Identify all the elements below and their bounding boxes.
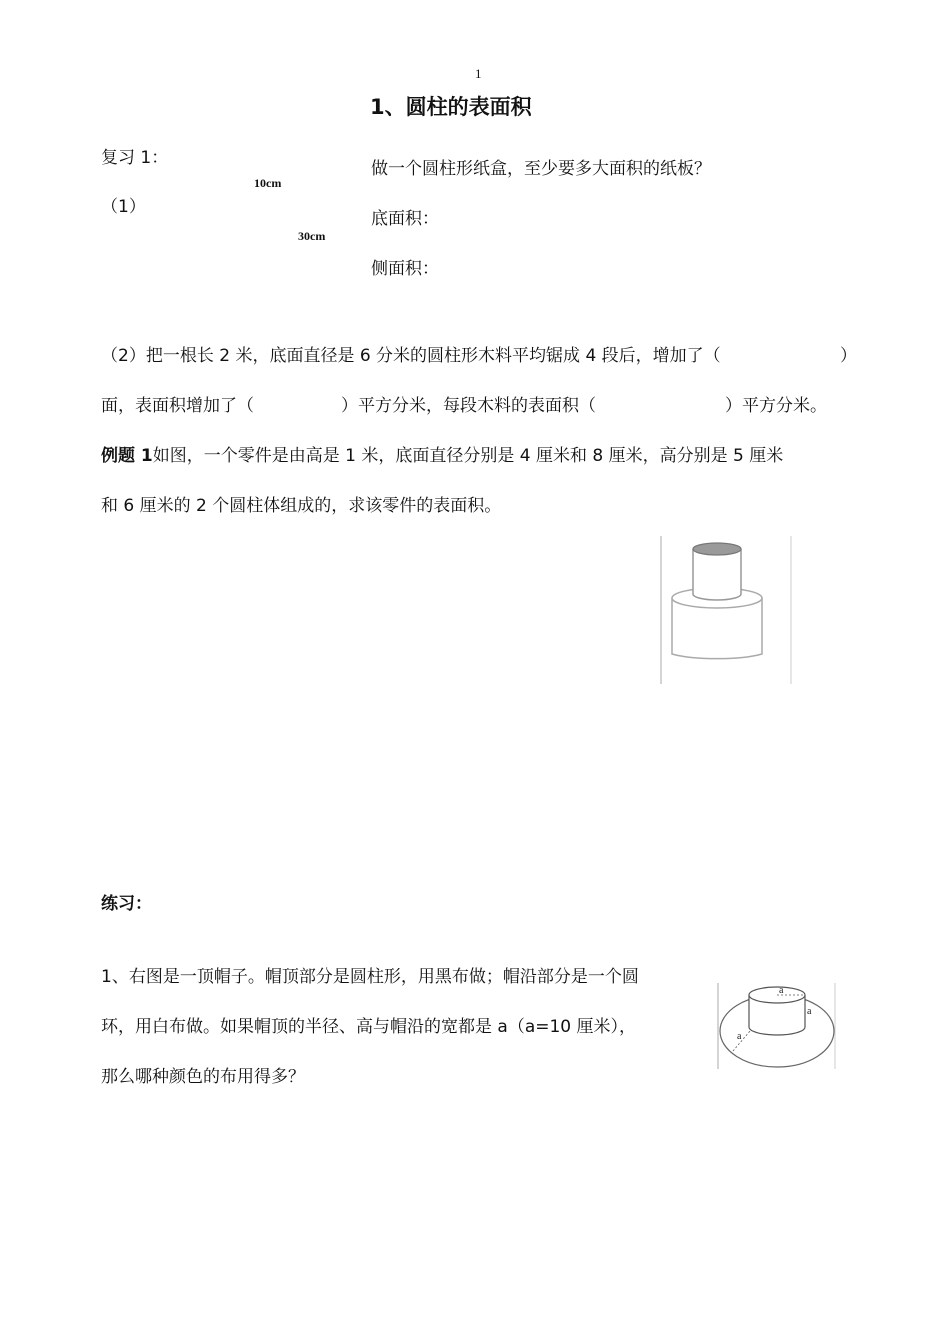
example-line2: 和 6 厘米的 2 个圆柱体组成的，求该零件的表面积。 — [101, 496, 502, 516]
example-line1 — [101, 448, 783, 465]
review-item2-blank-close: ） — [840, 346, 857, 366]
page-title: 1、圆柱的表面积 — [370, 95, 532, 119]
example-text-line1: 如图，一个零件是由高是 1 米，底面直径分别是 4 厘米和 8 厘米，高分别是 5 厘米 — [152, 446, 784, 466]
review-heading: 复习 1： — [101, 148, 169, 168]
page-number: 1 — [475, 66, 482, 81]
practice-q1-line1: 1、右图是一顶帽子。帽顶部分是圆柱形，用黑布做；帽沿部分是一个圆 — [101, 967, 639, 987]
side-area-label: 侧面积： — [371, 259, 439, 279]
hat-height-label: a — [807, 1006, 812, 1017]
hat-radius-label: a — [779, 985, 784, 996]
review-item2-line2-c: ）平方分米。 — [725, 396, 827, 416]
stacked-cylinders-figure — [660, 534, 794, 686]
review-question: 做一个圆柱形纸盒，至少要多大面积的纸板？ — [371, 159, 711, 179]
example-label: 例题 1 — [101, 446, 153, 466]
review-item1-label: （1） — [101, 197, 146, 217]
practice-q1-line3: 那么哪种颜色的布用得多？ — [101, 1067, 305, 1087]
hat-figure — [717, 981, 837, 1071]
dimension-height-label: 10cm — [254, 176, 282, 190]
review-item2-line2-a: 面，表面积增加了（ — [101, 396, 254, 416]
review-item2-line1: （2）把一根长 2 米，底面直径是 6 分米的圆柱形木料平均锯成 4 段后，增加了（ — [101, 346, 721, 366]
base-area-label: 底面积： — [371, 209, 439, 229]
review-item2-line2-b: ）平方分米，每段木料的表面积（ — [341, 396, 596, 416]
practice-heading: 练习： — [101, 894, 152, 914]
hat-brim-label: a — [737, 1031, 742, 1042]
practice-q1-line2: 环，用白布做。如果帽顶的半径、高与帽沿的宽都是 a（a=10 厘米）， — [101, 1017, 637, 1037]
dimension-diameter-label: 30cm — [298, 229, 326, 243]
